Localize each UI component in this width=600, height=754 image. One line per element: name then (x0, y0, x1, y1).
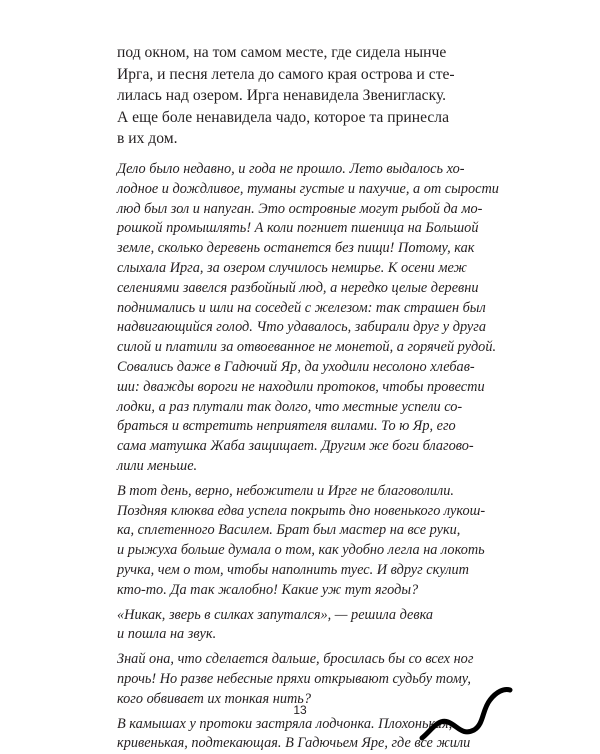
text-line: надвигающийся голод. Что удавалось, забирали друг у друга (117, 319, 486, 336)
story-paragraph-3 (117, 606, 489, 646)
text-line: Поздняя клюква едва успела покрыть дно новенького лукош- (117, 502, 486, 519)
text-line: в их дом. (117, 130, 178, 148)
italic-story (117, 160, 499, 754)
top-paragraph (117, 42, 489, 150)
text-line: земле, сколько деревень останется без пищи! Потому, как (117, 240, 475, 257)
text-line: и пошла на звук. (117, 626, 217, 643)
text-line: кого обвивает их тонкая нить? (117, 690, 311, 707)
text-line: браться и встретить неприятеля вилами. То ю Яр, его (117, 418, 456, 435)
text-line: поднимались и шли на соседей с железом: так страшен был (117, 299, 486, 316)
text-line: лилась над озером. Ирга ненавидела Звениглаcку. (117, 87, 447, 105)
text-line: «Никак, зверь в силках запутался», — решила девка (117, 606, 434, 623)
text-line: слыхала Ирга, за озером случилось немирье. К осени меж (117, 259, 467, 276)
story-paragraph-1 (117, 160, 499, 477)
text-line: лили меньше. (117, 457, 198, 474)
text-line: под окном, на том самом месте, где сидела нынче (117, 44, 447, 61)
text-line: сама матушка Жаба защищает. Другим же боги благово- (117, 438, 474, 455)
text-line: силой и платили за отвоеванное не монетой, а горячей рудой. (117, 339, 497, 356)
text-line: кривенькая, подтекающая. В Гадючьем Яре, где все жили (117, 735, 471, 752)
text-line: А еще боле ненавидела чадо, которое та принесла (117, 108, 449, 126)
page-number: 13 (293, 703, 307, 717)
text-line: Знай она, что сделается дальше, бросилась бы со всех ног (117, 651, 474, 668)
text-line: ши: дважды вороги не находили протоков, чтобы провести (117, 378, 485, 395)
text-line: ручка, чем о том, чтобы наполнить туес. И вдруг скулит (117, 561, 469, 578)
text-line: прочь! Но разве небесные пряхи открывают судьбу тому, (117, 670, 471, 687)
text-line: Дело было недавно, и года не прошло. Лето выдалось хо- (117, 161, 465, 177)
text-line: и рыжуха больше думала о том, как удобно легла на локоть (117, 542, 485, 559)
text-line: лодки, а раз плутали так долго, что местные успели со- (117, 398, 463, 415)
story-paragraph-2 (117, 482, 489, 601)
text-line: кто-то. Да так жалобно! Какие уж тут ягоды? (117, 581, 419, 598)
text-line: рошкой промышлять! А коли погниет пшеница на Большой (117, 220, 479, 237)
text-line: В камышах у протоки застряла лодчонка. Плохонькая, (117, 715, 453, 732)
text-line: ка, сплетенного Василем. Брат был мастер на все руки, (117, 522, 461, 539)
text-line: Ирга, и песня летела до самого края острова и сте- (117, 65, 455, 83)
squiggle-ornament-icon (418, 672, 518, 742)
text-line: люд был зол и напуган. Это островные могут рыбой да мо- (117, 200, 483, 217)
text-line: Совались даже в Гадючий Яр, да уходили несолоно хлебав- (117, 358, 475, 375)
text-line: селениями завелся разбойный люд, а нередко целые деревни (117, 279, 479, 296)
squiggle-stroke (422, 689, 510, 738)
text-line: В тот день, верно, небожители и Ирге не благоволили. (117, 482, 455, 499)
text-line: лодное и дождливое, туманы густые и пахучие, а от сырости (117, 180, 499, 197)
